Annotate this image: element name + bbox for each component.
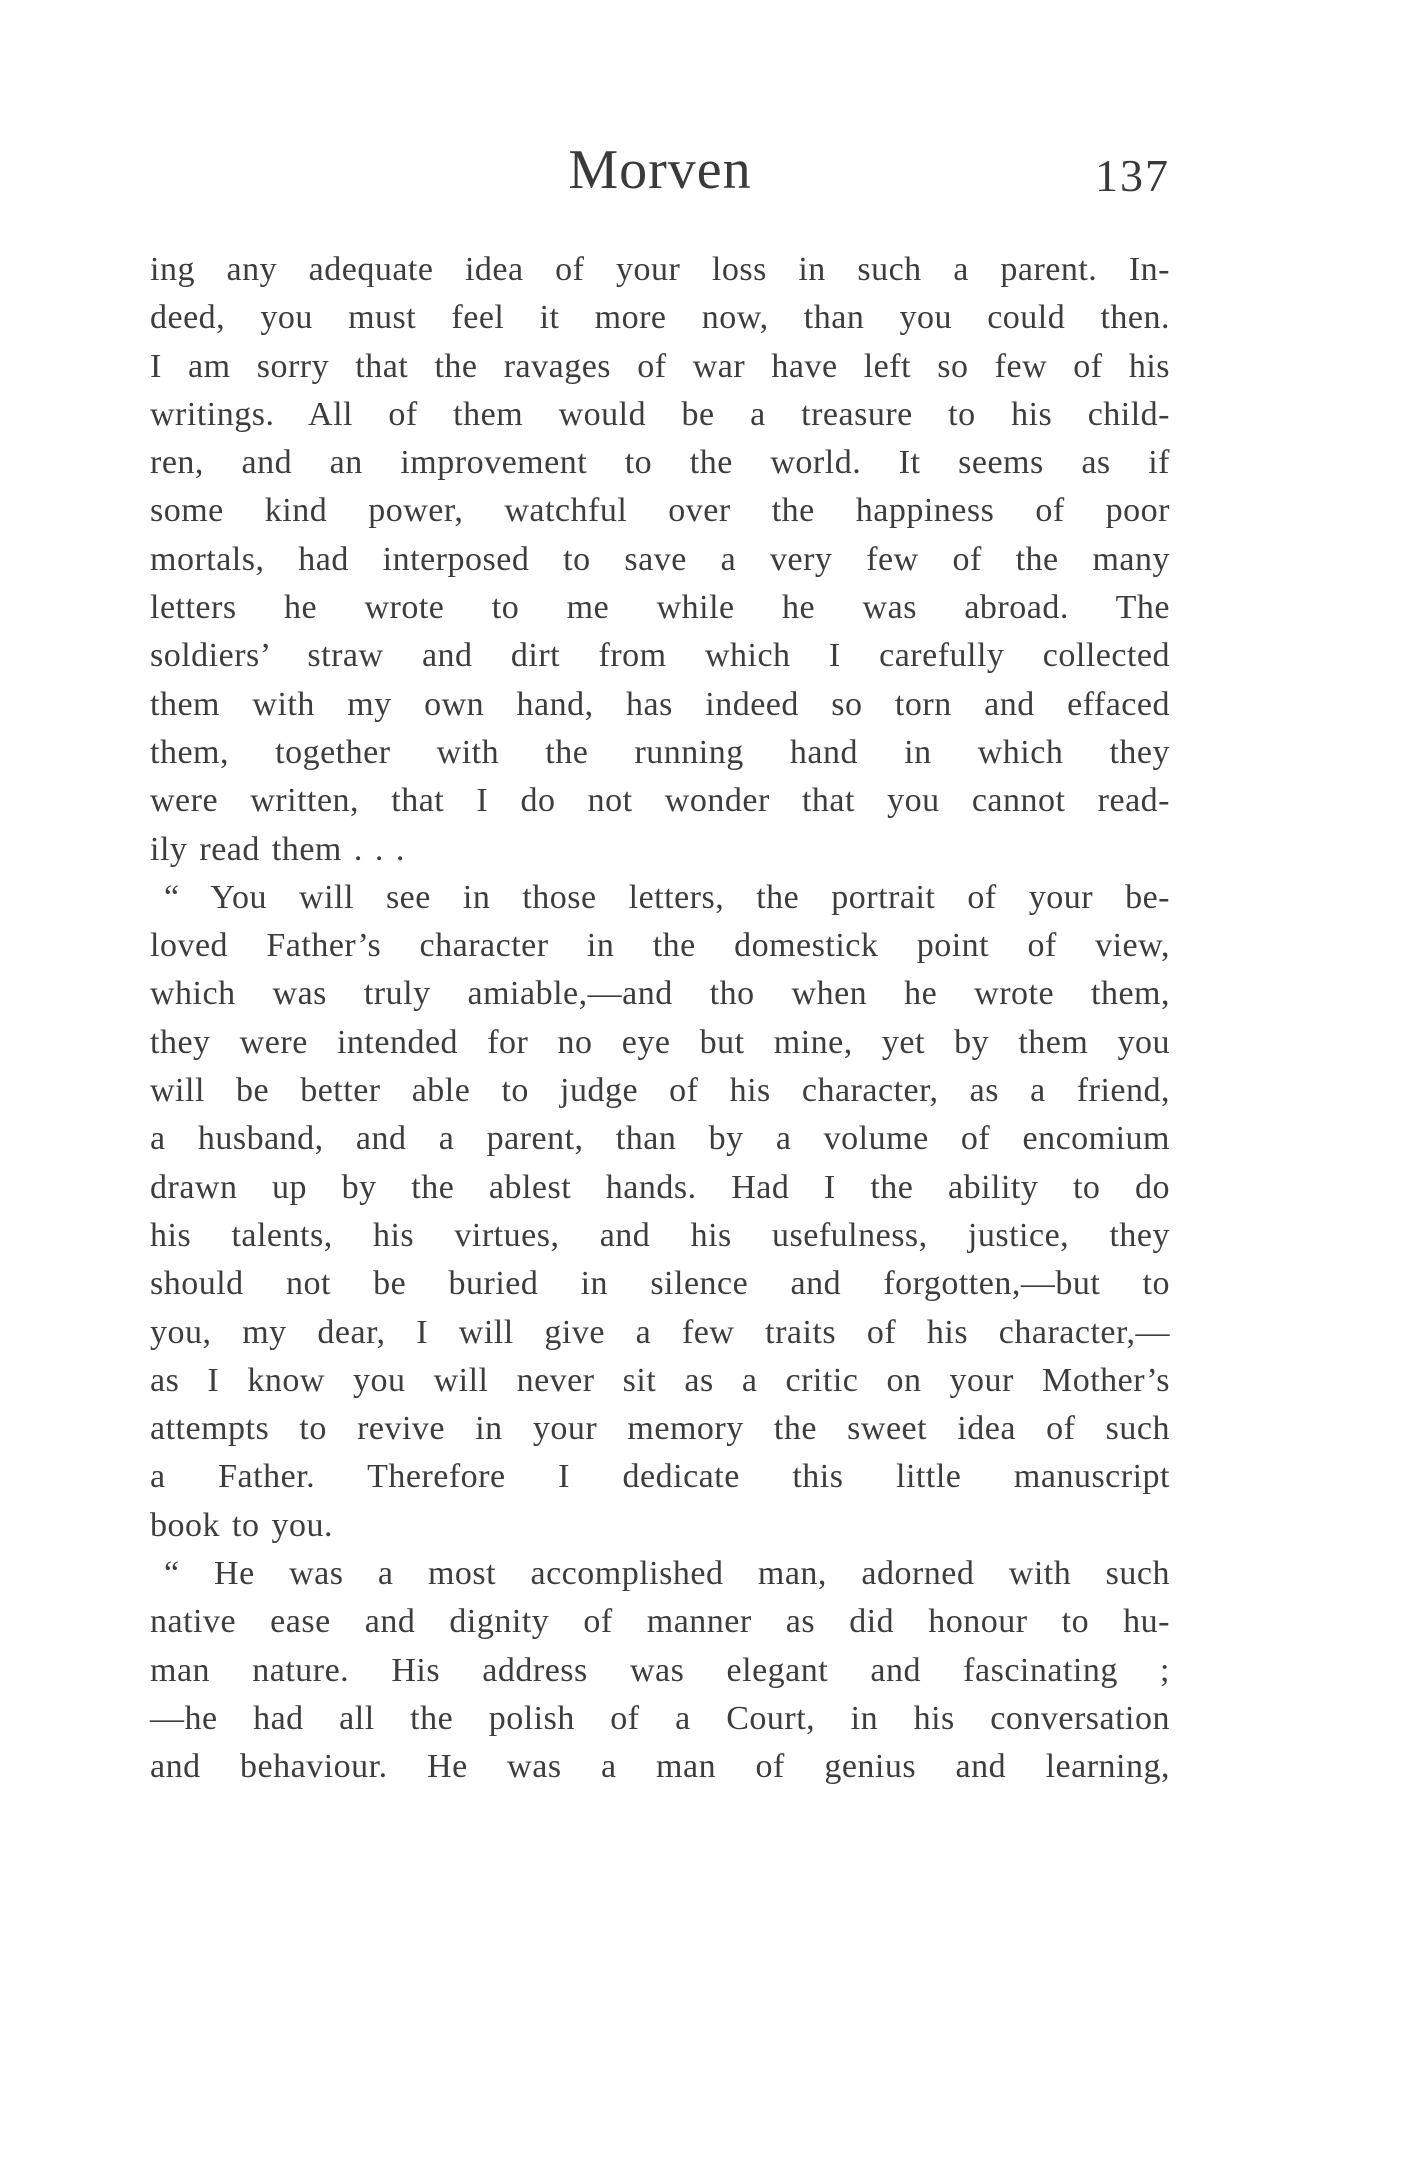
text-line: native ease and dignity of manner as did honour to hu- bbox=[150, 1603, 1170, 1641]
text-line: ing any adequate idea of your loss in such a parent. In- bbox=[150, 251, 1170, 288]
text-line: as I know you will never sit as a critic on your Mother’s bbox=[150, 1361, 1170, 1399]
text-line: writings. All of them would be a treasure to his child- bbox=[150, 395, 1170, 433]
text-line: were written, that I do not wonder that you cannot read- bbox=[150, 782, 1170, 820]
text-line: should not be buried in silence and forgotten,—but to bbox=[150, 1265, 1170, 1303]
body-text bbox=[150, 246, 1170, 1792]
page-number: 137 bbox=[1095, 150, 1170, 201]
text-line: I am sorry that the ravages of war have left so few of his bbox=[150, 347, 1170, 385]
text-line: —he had all the polish of a Court, in his conversation bbox=[150, 1699, 1170, 1737]
text-line: mortals, had interposed to save a very few of the many bbox=[150, 540, 1170, 578]
text-line: you, my dear, I will give a few traits of his character,— bbox=[150, 1313, 1170, 1351]
text-line: soldiers’ straw and dirt from which I carefully collected bbox=[150, 637, 1170, 675]
text-line: loved Father’s character in the domestick point of view, bbox=[150, 927, 1170, 965]
text-line: some kind power, watchful over the happiness of poor bbox=[150, 492, 1170, 530]
text-line: them, together with the running hand in which they bbox=[150, 733, 1170, 771]
text-line: which was truly amiable,—and tho when he wrote them, bbox=[150, 975, 1170, 1013]
text-line: ily read them . . . bbox=[150, 830, 405, 868]
text-line: man nature. His address was elegant and fascinating ; bbox=[150, 1651, 1170, 1689]
text-line: book to you. bbox=[150, 1506, 333, 1544]
text-line: drawn up by the ablest hands. Had I the ability to do bbox=[150, 1168, 1170, 1206]
text-line: ren, and an improvement to the world. It seems as if bbox=[150, 444, 1170, 482]
text-line: will be better able to judge of his character, as a friend, bbox=[150, 1072, 1170, 1110]
text-line: deed, you must feel it more now, than you could then. bbox=[150, 299, 1170, 337]
text-line: “ He was a most accomplished man, adorned with such bbox=[164, 1555, 1170, 1593]
text-line: attempts to revive in your memory the sweet idea of such bbox=[150, 1410, 1170, 1448]
text-line: letters he wrote to me while he was abroad. The bbox=[150, 589, 1170, 627]
text-line: and behaviour. He was a man of genius and learning, bbox=[150, 1748, 1170, 1786]
text-line: a Father. Therefore I dedicate this little manuscript bbox=[150, 1458, 1170, 1496]
text-line: “ You will see in those letters, the portrait of your be- bbox=[164, 878, 1170, 916]
text-line: his talents, his virtues, and his usefulness, justice, they bbox=[150, 1216, 1170, 1254]
running-title: Morven bbox=[568, 139, 752, 201]
text-line: a husband, and a parent, than by a volume of encomium bbox=[150, 1120, 1170, 1158]
running-head bbox=[150, 130, 1170, 210]
text-line: them with my own hand, has indeed so torn and effaced bbox=[150, 685, 1170, 723]
text-line: they were intended for no eye but mine, yet by them you bbox=[150, 1023, 1170, 1061]
